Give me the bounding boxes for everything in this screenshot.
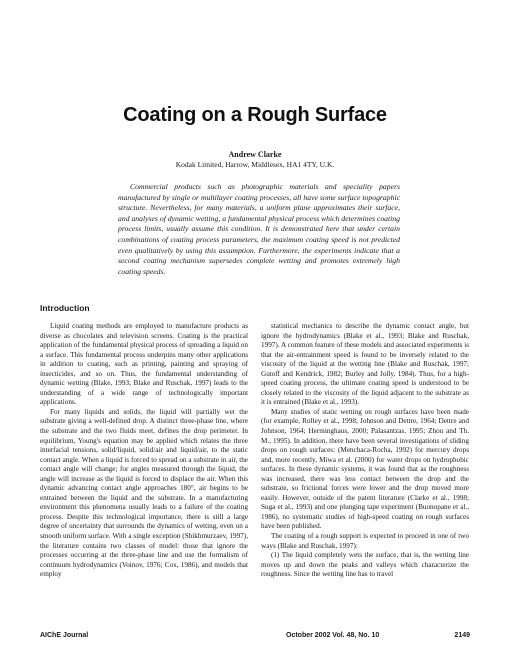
paragraph: The coating of a rough support is expected to proceed in one of two ways (Blake and Ruschak, 1997): [261, 532, 469, 550]
section-heading-introduction: Introduction [40, 303, 90, 313]
author-name: Andrew Clarke [228, 150, 282, 159]
footer-journal-name: AIChE Journal [40, 632, 89, 639]
paragraph: Liquid coating methods are employed to manufacture products as diverse as chocolates and television screens. Coating is the practical application of the fundamental physical process of spreading a liquid on a surface. This fundamental process underpins many other applications in addition to coating, such as printing, painting and spraying of insecticides, and so on. Thus, the fundamental understanding of dynamic wetting (Blake, 1993; Blake and Ruschak, 1997) leads to the understanding of a wide range of technologically important applications. [40, 322, 248, 407]
page-footer [40, 632, 470, 642]
footer-issue: October 2002 Vol. 48, No. 10 [286, 632, 380, 639]
footer-page-number: 2149 [454, 632, 470, 639]
paragraph: (1) The liquid completely wets the surface, that is, the wetting line moves up and down the peaks and valleys which characterize the roughness. Since the wetting line has to travel [261, 551, 469, 579]
abstract: Commercial products such as photographic materials and speciality papers manufactured by single or multilayer coating processes, all have some surface topographic structure. Nevertheless, for many materials, a uniform plane approximates their surface, and analyses of dynamic wetting, a fundamental physical process which determines coating process limits, usually assume this condition. It is demonstrated here that under certain combinations of coating process parameters, the maximum coating speed is not predicted even qualitatively by using this assumption. Furthermore, the experiments indicate that a second coating mechanism supersedes complete wetting and promotes extremely high coating speeds. [118, 182, 400, 276]
paragraph: statistical mechanics to describe the dynamic contact angle, but ignore the hydrodynamics (Blake et al., 1993; Blake and Ruschak, 1997). A common feature of these models and associated experiments is that the air-entrainment speed is found to be inversely related to the viscosity of the liquid at the wetting line (Blake and Ruschak, 1997; Gutoff and Kendrick, 1982; Burley and Jolly, 1984). Thus, for a high-speed coating process, the ultimate coating speed is understood to be closely related to the viscosity of the liquid adjacent to the substrate as it is entrained (Blake et al., 1993). [261, 322, 469, 407]
left-column [40, 322, 248, 580]
paragraph: For many liquids and solids, the liquid will partially wet the substrate giving a well-defined drop. A distinct three-phase line, where the substrate and the two fluids meet, defines the drop perimeter. In equilibrium, Young's equation may be applied which relates the three interfacial tensions, solid/liquid, solid/air and liquid/air, to the static contact angle. When a liquid is forced to spread on a substrate in air, the contact angle will change; for angles measured through the liquid, the angle will increase as the liquid is forced to displace the air. When this dynamic advancing contact angle approaches 180°, air begins to be entrained between the liquid and the substrate. In a manufacturing environment this phenomena usually leads to a failure of the coating process. Despite this technological importance, there is still a large degree of uncertainty that surrounds the dynamics of wetting, even on a smooth uniform surface. With a single exception (Shikhmurzaev, 1997), the literature contains two classes of model: those that ignore the processes occurring at the three-phase line and use the formalism of continuum hydrodynamics (Voinov, 1976; Cox, 1986), and models that employ [40, 407, 248, 579]
paragraph: Many studies of static wetting on rough surfaces have been made (for example, Rolley et al., 1998; Johnson and Dettre, 1964; Dettre and Johnson, 1964; Herminghaus, 2000; Palasantzas, 1995; Zhou and Th. M., 1995). In addition, there have been several investigations of sliding drops on rough surfaces: (Menchaca-Rocha, 1992) for mercury drops and, more recently, Miwa et al. (2000) for water drops on hydrophobic surfaces. In these dynamic systems, it was found that as the roughness was increased, there was less contact between the drop and the substrate, so frictional forces were lower and the drop moved more easily. However, outside of the patent literature (Clarke et al., 1998; Suga et al., 1993) and one plunging tape experiment (Buonopane et al., 1986), no systematic studies of high-speed coating on rough surfaces have been published. [261, 407, 469, 531]
author-affiliation: Kodak Limited, Harrow, Middlesex, HA1 4TY, U.K. [175, 160, 335, 169]
paper-title: Coating on a Rough Surface [123, 104, 387, 126]
right-column [261, 322, 469, 580]
